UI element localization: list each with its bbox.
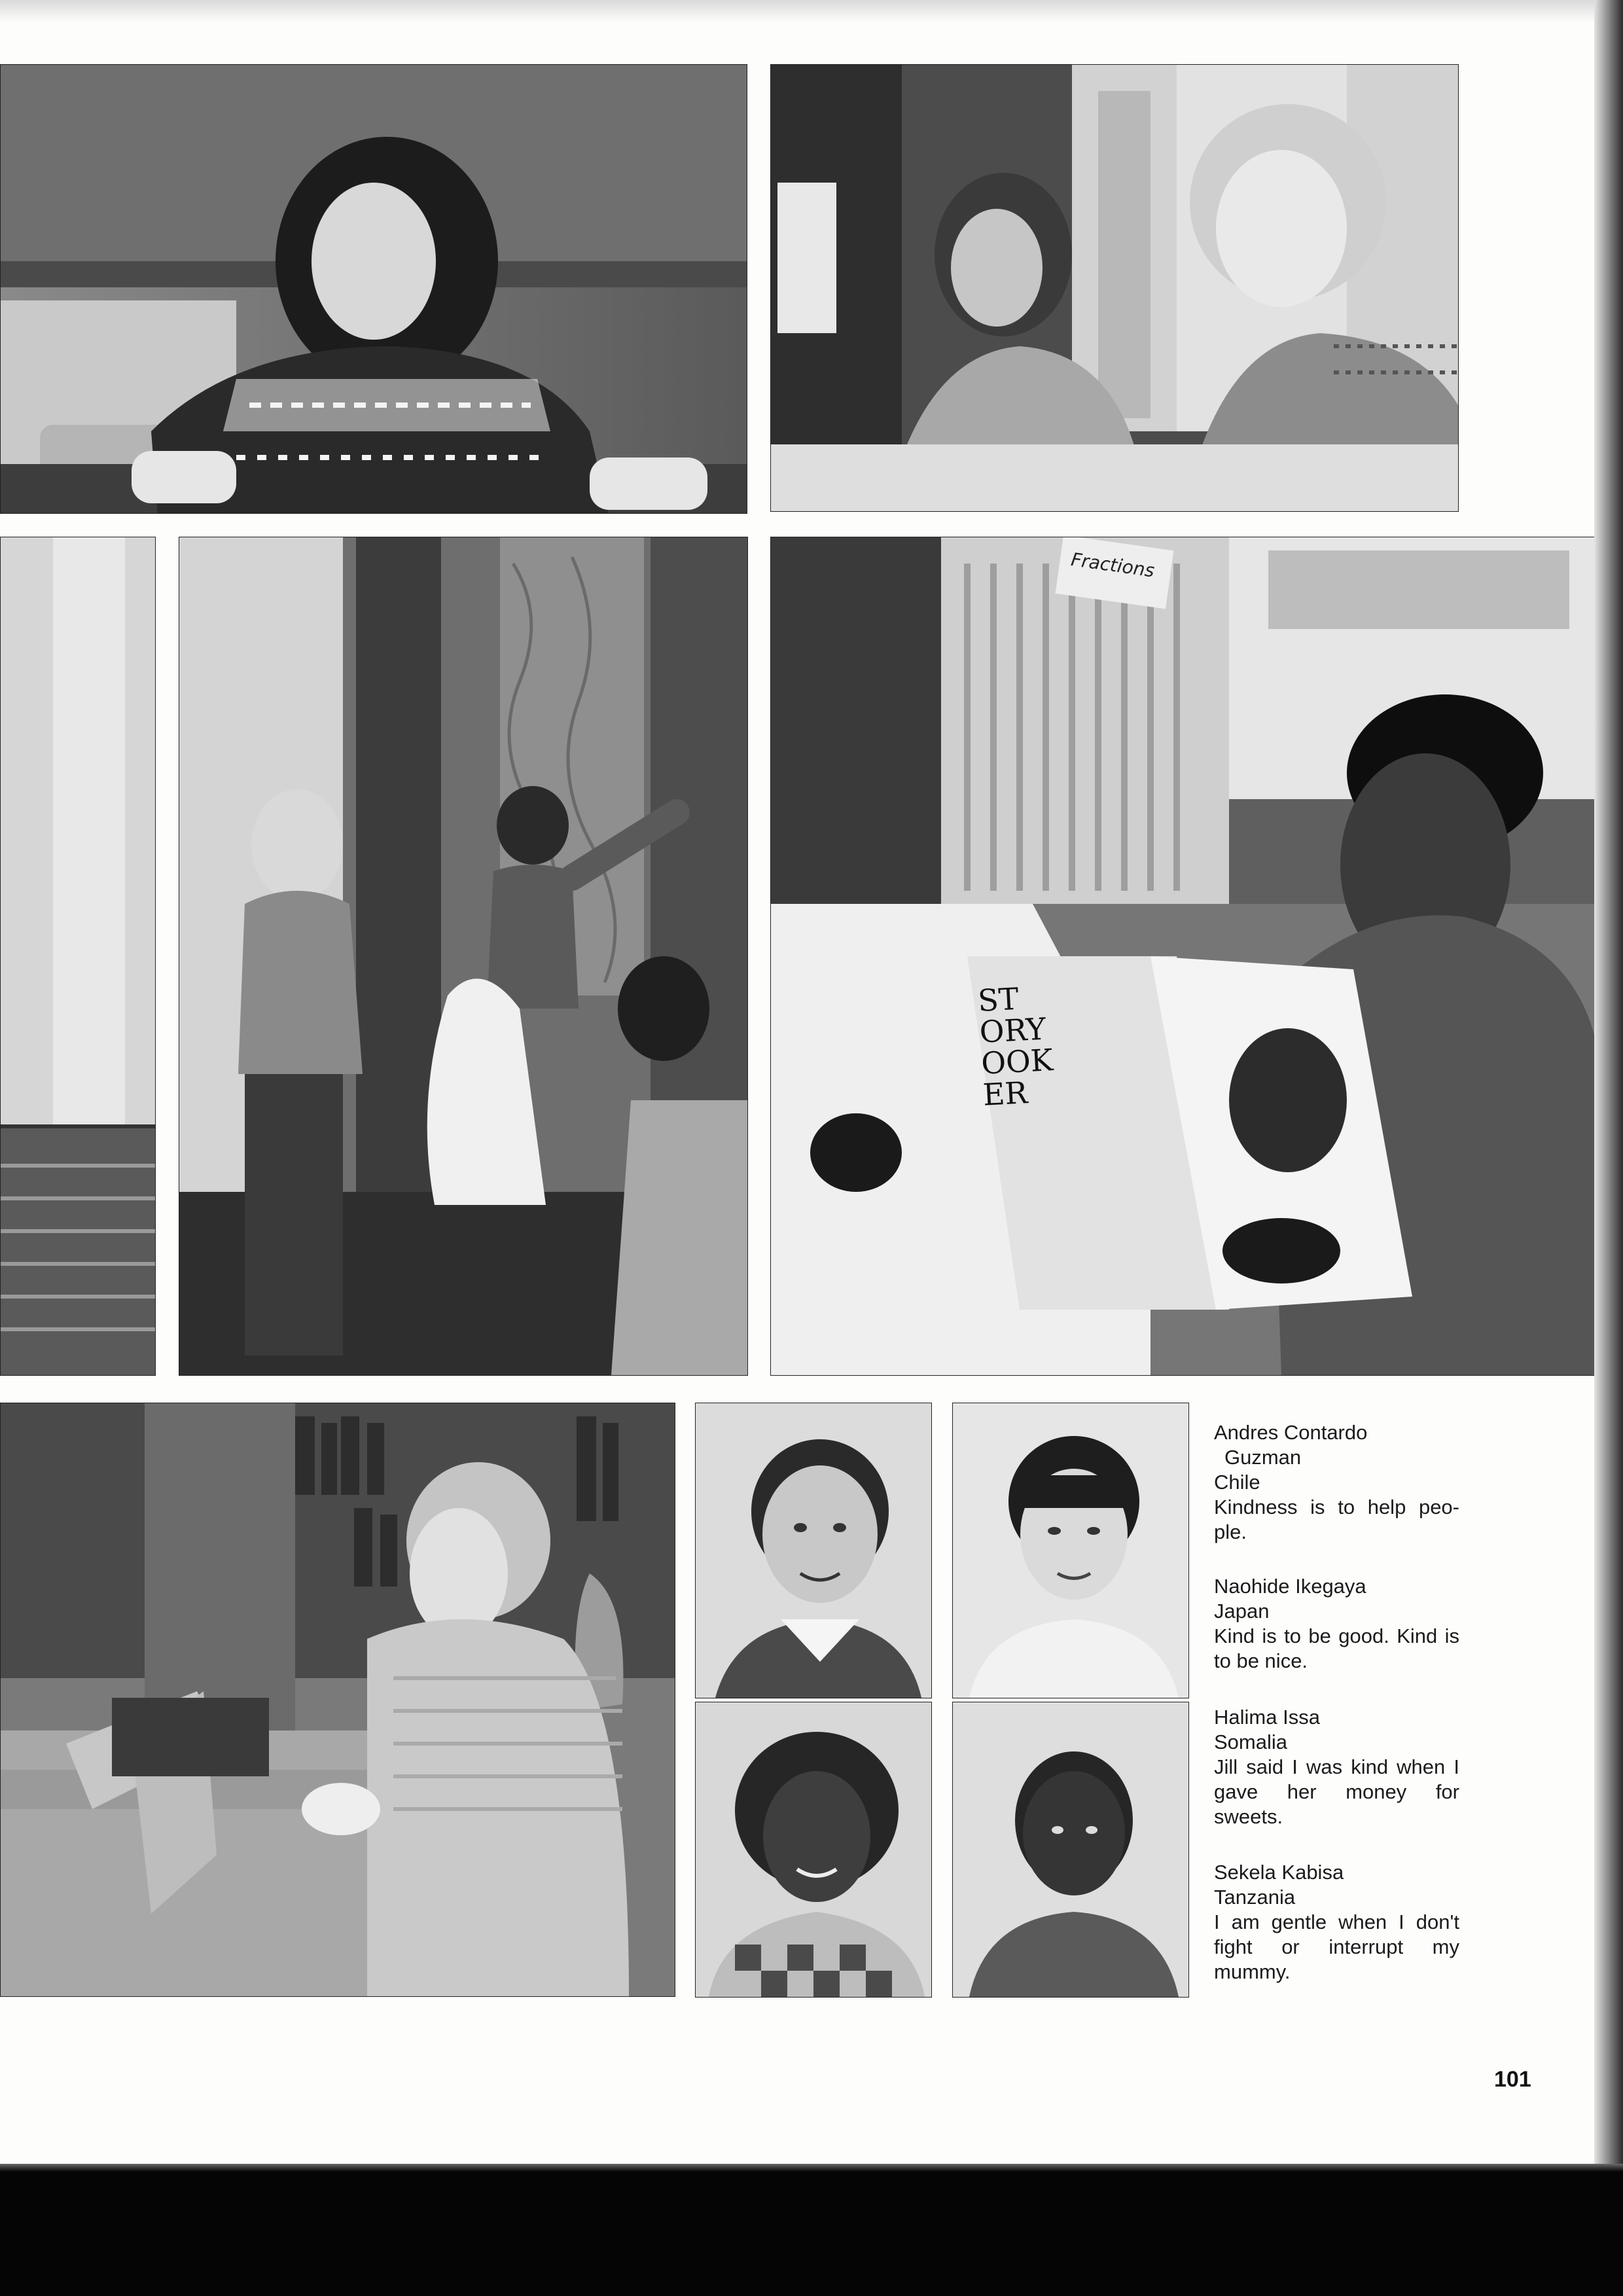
caption-halima [1214,1705,1459,1829]
caption-andres [1214,1420,1459,1545]
caption-quote: I am gentle when I don't fight or interrupt my mummy. [1214,1910,1459,1983]
book-cover-line: OOK [980,1042,1054,1081]
portrait-halima [695,1702,932,1998]
caption-country: Japan [1214,1600,1270,1623]
scan-border [0,2164,1623,2296]
photo-girl-with-glasses-at-table [0,1403,675,1997]
book-cover-line: ER [982,1075,1029,1113]
caption-country: Chile [1214,1471,1260,1494]
photo-boy-reading-story-book [770,537,1595,1376]
caption-quote: Jill said I was kind when I gave her money for sweets. [1214,1755,1459,1828]
photo-left-edge-partial [0,537,156,1376]
caption-quote: Kind is to be good. Kind is to be nice. [1214,1624,1459,1672]
caption-naohide [1214,1574,1459,1674]
portrait-naohide [952,1403,1189,1698]
sign-fractions: Fractions [1069,548,1156,582]
caption-quote: Kindness is to help peo-ple. [1214,1496,1459,1543]
photo-two-girls-writing [770,64,1459,512]
book-binding-edge [1594,0,1623,2164]
book-cover-line: ST [976,980,1020,1018]
caption-name: Naohide Ikegaya [1214,1575,1366,1598]
caption-name: Sekela Kabisa [1214,1861,1344,1884]
page-number: 101 [1494,2067,1531,2092]
caption-name: Halima Issa [1214,1706,1320,1729]
caption-country: Tanzania [1214,1886,1296,1909]
caption-name: Andres Contardo [1214,1421,1368,1444]
caption-sekela [1214,1860,1459,1984]
photo-children-playing [179,537,748,1376]
portrait-andres [695,1403,932,1698]
caption-country: Somalia [1214,1731,1287,1753]
book-cover-title [977,980,1082,1111]
portrait-sekela [952,1702,1189,1998]
photo-girl-patterned-sweater [0,64,747,514]
caption-name-continued: Guzman [1224,1446,1302,1469]
page-top-shadow [0,0,1623,22]
book-cover-line: ORY [978,1011,1047,1050]
